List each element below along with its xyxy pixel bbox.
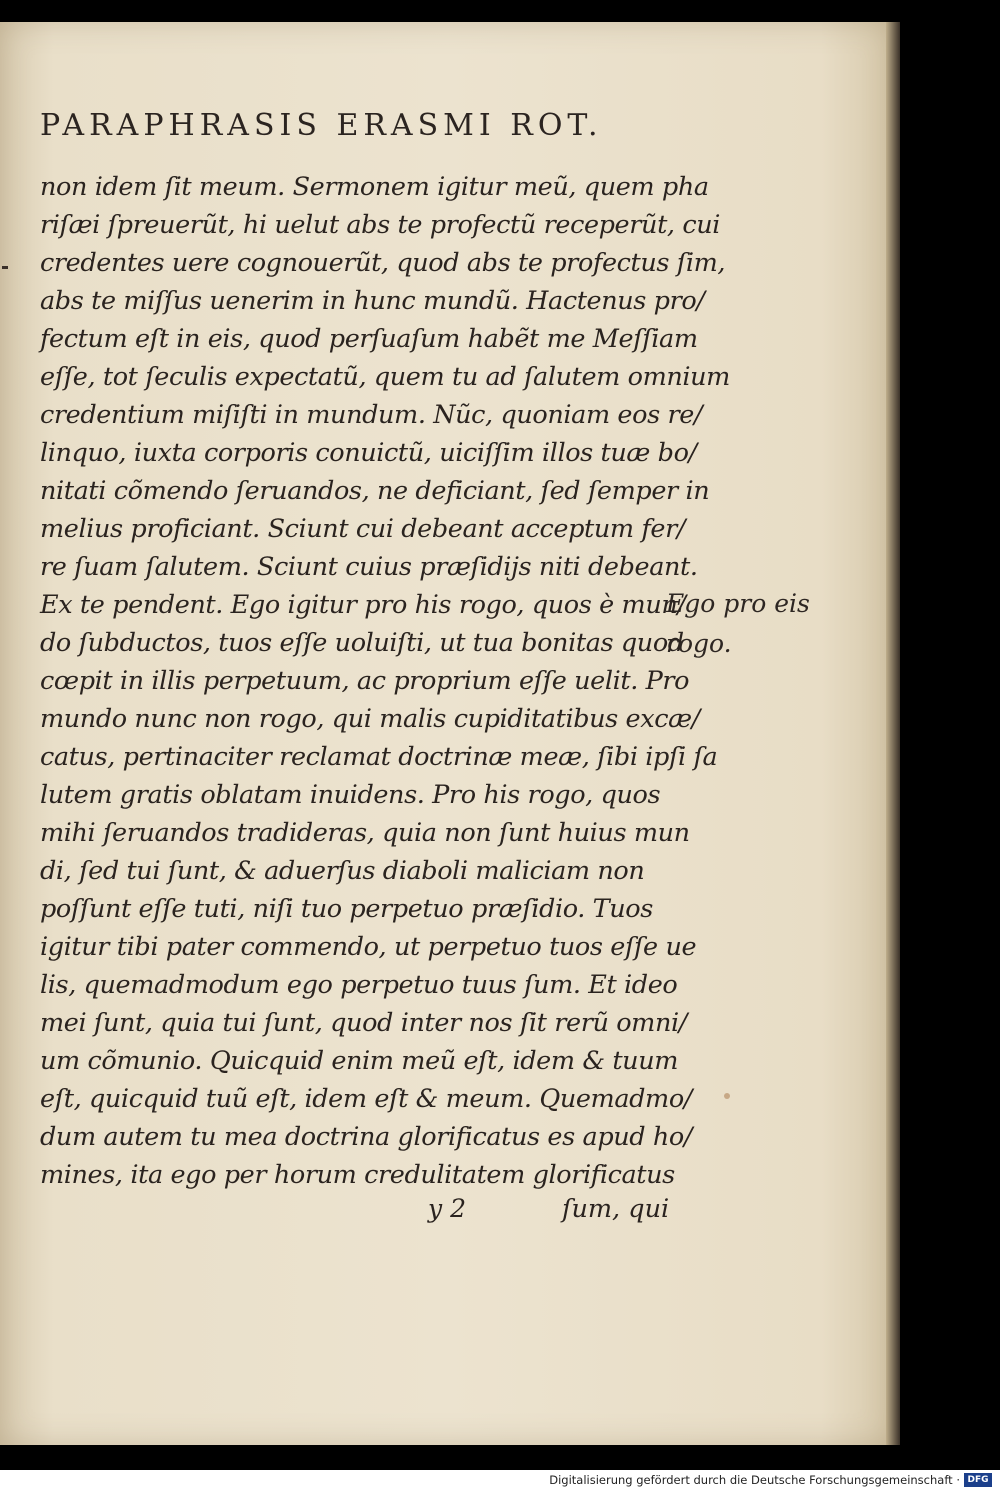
margin-mark [2,266,8,269]
text-line: mihi ſeruandos tradideras, quia non ſunt huius mun [40,818,690,848]
text-line: poſſunt eſſe tuti, niſi tuo perpetuo præſidio. Tuos [40,894,653,924]
text-line: Ex te pendent. Ego igitur pro his rogo, quos è mun/ [40,590,686,620]
text-line: credentes uere cognouerũt, quod abs te profectus ſim, [40,248,726,278]
page-edge-shadow [886,22,900,1445]
dfg-logo: DFG [964,1473,992,1487]
paper-spot [724,1093,730,1099]
text-line: mei ſunt, quia tui ſunt, quod inter nos ſit rerũ omni/ [40,1008,687,1038]
text-line: re ſuam ſalutem. Sciunt cuius præſidijs niti debeant. [40,552,698,582]
text-line: fectum eſt in eis, quod perſuaſum habẽt me Meſſiam [40,324,698,354]
footer-bar [0,1470,1000,1491]
text-line: credentium miſiſti in mundum. Nũc, quoniam eos re/ [40,400,703,430]
body-text [40,168,730,1194]
text-line: mines, ita ego per horum credulitatem glorificatus [40,1160,675,1190]
text-line: do ſubductos, tuos eſſe uoluiſti, ut tua bonitas quod [40,628,684,658]
text-line: linquo, iuxta corporis conuictũ, uiciſſim illos tuæ bo/ [40,438,697,468]
text-line: dum autem tu mea doctrina glorificatus es apud ho/ [40,1122,693,1152]
text-line: eſt, quicquid tuũ eſt, idem eſt & meum. Quemadmo/ [40,1084,692,1114]
running-head: PARAPHRASIS ERASMI ROT. [40,108,603,143]
text-line: catus, pertinaciter reclamat doctrinæ meæ, ſibi ipſi ſa [40,742,718,772]
marginal-note-line: Ego pro eis [666,589,810,618]
text-line: lutem gratis oblatam inuidens. Pro his rogo, quos [40,780,661,810]
text-line: di, ſed tui ſunt, & aduerſus diaboli maliciam non [40,856,645,886]
catchword: ſum, qui [562,1194,670,1224]
marginal-note [666,584,810,664]
marginal-note-line: rogo. [666,629,732,658]
text-line: abs te miſſus uenerim in hunc mundũ. Hactenus pro/ [40,286,705,316]
text-line: igitur tibi pater commendo, ut perpetuo tuos eſſe ue [40,932,697,962]
text-line: cœpit in illis perpetuum, ac proprium eſſe uelit. Pro [40,666,690,696]
text-line: eſſe, tot ſeculis expectatũ, quem tu ad ſalutem omnium [40,362,730,392]
text-line: non idem ſit meum. Sermonem igitur meũ, quem pha [40,172,709,202]
text-line: riſæi ſpreuerũt, hi uelut abs te profectũ receperũt, cui [40,210,720,240]
funding-credit: Digitalisierung gefördert durch die Deutsche Forschungsgemeinschaft · [549,1473,960,1487]
text-line: melius proficiant. Sciunt cui debeant acceptum fer/ [40,514,686,544]
text-line: nitati cõmendo ſeruandos, ne deficiant, ſed ſemper in [40,476,710,506]
text-line: mundo nunc non rogo, qui malis cupiditatibus excæ/ [40,704,700,734]
text-line: lis, quemadmodum ego perpetuo tuus ſum. Et ideo [40,970,678,1000]
signature-mark: y 2 [428,1194,466,1223]
text-line: um cõmunio. Quicquid enim meũ eſt, idem & tuum [40,1046,679,1076]
